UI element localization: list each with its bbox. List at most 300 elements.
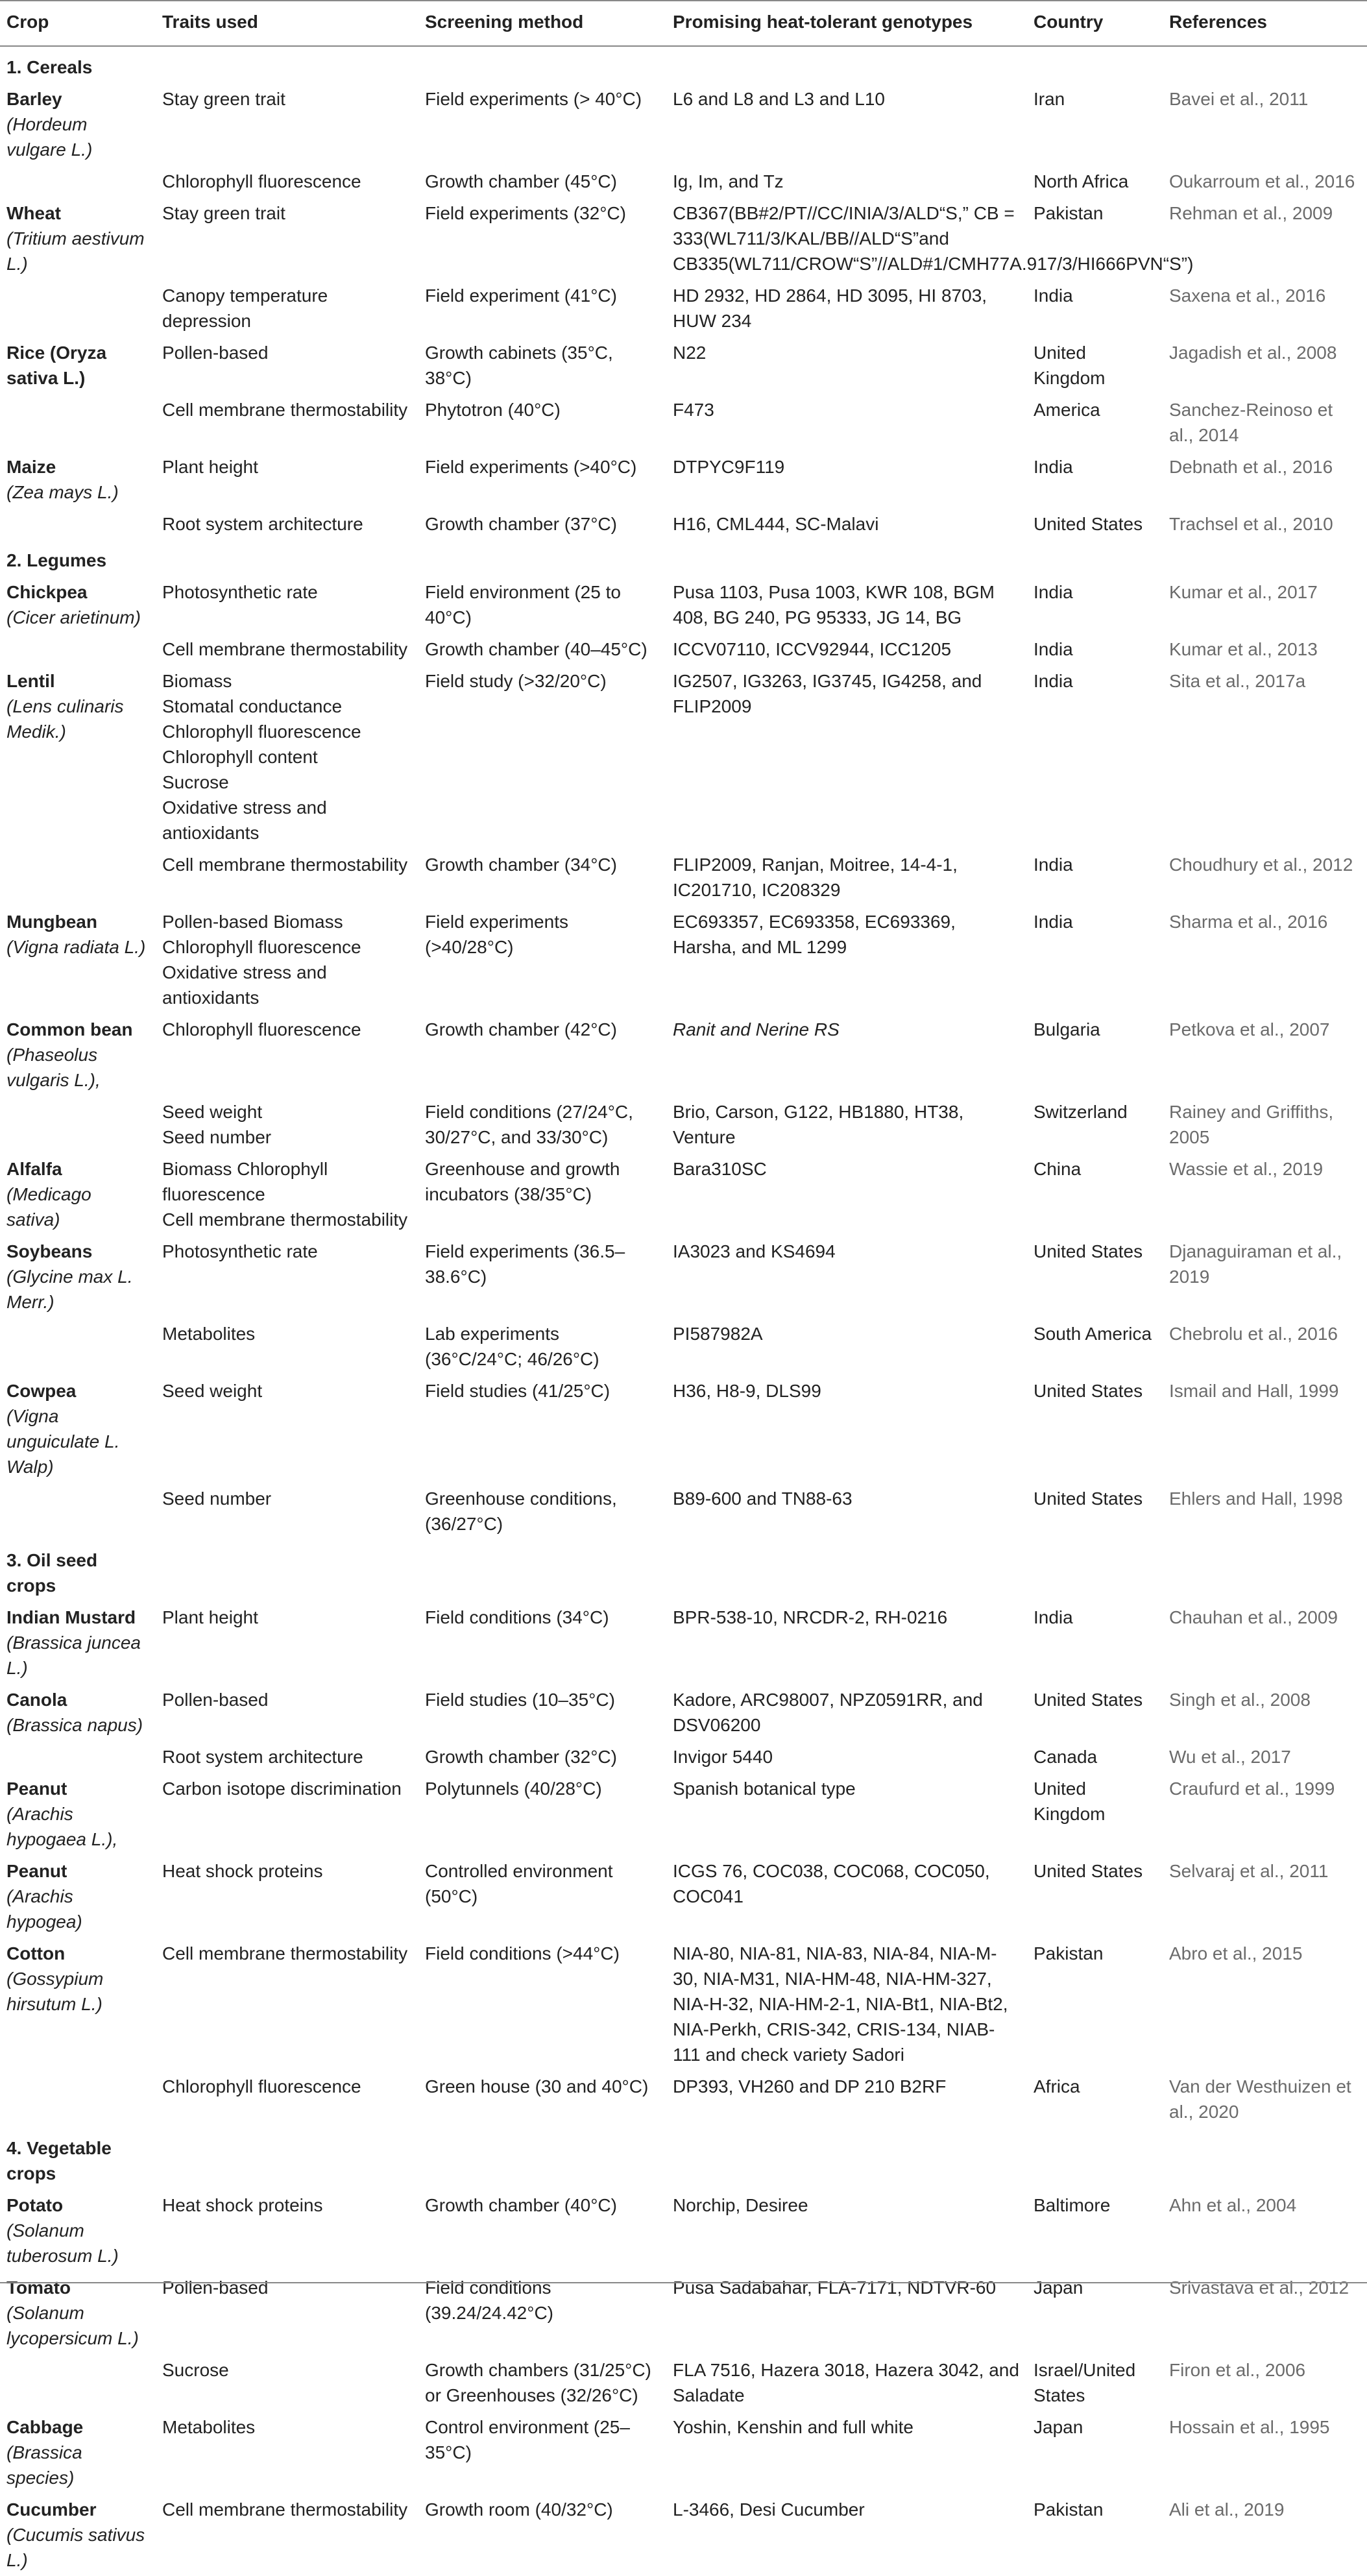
crop-cell xyxy=(0,906,156,1014)
cell-line: Carbon isotope discrimination xyxy=(162,1779,402,1799)
genotypes-cell xyxy=(666,633,1027,665)
genotypes-cell xyxy=(666,665,1027,849)
cell-line: FLIP2009, Ranjan, Moitree, 14-4-1, IC201710, IC208329 xyxy=(673,855,958,900)
crop-cell xyxy=(0,2272,156,2354)
cell-line: Brio, Carson, G122, HB1880, HT38, Venture xyxy=(673,1102,964,1147)
method-cell xyxy=(418,508,666,540)
crop-cell xyxy=(0,633,156,665)
cell-line: DP393, VH260 and DP 210 B2RF xyxy=(673,2076,947,2096)
genotypes-cell xyxy=(666,2494,1027,2576)
table-row xyxy=(0,280,1367,337)
table-row xyxy=(0,2189,1367,2272)
genotypes-cell xyxy=(666,2071,1027,2128)
cell-line: N22 xyxy=(673,343,707,363)
section-spacer xyxy=(666,2128,1027,2189)
cell-line: China xyxy=(1034,1159,1082,1179)
crop-cell xyxy=(0,1153,156,1235)
traits-cell xyxy=(156,1741,418,1773)
crop-name: Indian Mustard xyxy=(6,1607,136,1627)
table-row xyxy=(0,2354,1367,2411)
table-row xyxy=(0,1741,1367,1773)
header-method: Screening method xyxy=(418,5,666,46)
country-cell xyxy=(1027,165,1163,197)
cell-line: Chlorophyll fluorescence xyxy=(162,722,361,742)
genotypes-cell xyxy=(666,2272,1027,2354)
crop-scientific-name: (Solanum tuberosum L.) xyxy=(6,2220,119,2266)
crop-cell xyxy=(0,665,156,849)
cell-line: Field environment (25 to 40°C) xyxy=(425,582,621,627)
genotypes-cell xyxy=(666,1235,1027,1318)
cell-line: Seed weight xyxy=(162,1102,263,1122)
cell-line: Singh et al., 2008 xyxy=(1169,1690,1311,1710)
cell-line: Polytunnels (40/28°C) xyxy=(425,1779,602,1799)
section-spacer xyxy=(1163,540,1367,576)
table-row xyxy=(0,849,1367,906)
cell-line: CB367(BB#2/PT//CC/INIA/3/ALD“S,” CB = 333(WL711/3/KAL/BB//ALD“S”and CB335(WL711/CROW“S”//ALD#1/CMH77A.917/3/HI666PVN“S”) xyxy=(673,203,1194,274)
crop-name: Peanut xyxy=(6,1861,67,1881)
crop-cell xyxy=(0,2411,156,2494)
crop-cell xyxy=(0,1741,156,1773)
cell-line: Oukarroum et al., 2016 xyxy=(1169,171,1355,191)
cell-line: Chlorophyll content xyxy=(162,747,318,767)
cell-line: Trachsel et al., 2010 xyxy=(1169,514,1333,534)
traits-cell xyxy=(156,849,418,906)
cell-line: Green house (30 and 40°C) xyxy=(425,2076,649,2096)
traits-cell xyxy=(156,665,418,849)
genotypes-cell xyxy=(666,1318,1027,1375)
genotypes-cell xyxy=(666,906,1027,1014)
crop-scientific-name: (Medicago sativa) xyxy=(6,1184,91,1230)
cell-line: Cell membrane thermostability xyxy=(162,1209,408,1230)
crop-cell xyxy=(0,1773,156,1855)
country-cell xyxy=(1027,2354,1163,2411)
cell-line: Sanchez-Reinoso et al., 2014 xyxy=(1169,400,1333,445)
cell-line: Pollen-based xyxy=(162,343,269,363)
bottom-rule xyxy=(0,2282,1367,2283)
crop-scientific-name: (Brassica napus) xyxy=(6,1715,143,1735)
cell-line: Plant height xyxy=(162,1607,258,1627)
reference-cell xyxy=(1163,2071,1367,2128)
cell-line: Field experiments (36.5–38.6°C) xyxy=(425,1241,625,1287)
table-row xyxy=(0,1483,1367,1540)
traits-cell xyxy=(156,576,418,633)
crop-name: Mungbean xyxy=(6,912,97,932)
reference-cell xyxy=(1163,906,1367,1014)
reference-cell xyxy=(1163,83,1367,165)
crop-cell xyxy=(0,83,156,165)
table-row xyxy=(0,2272,1367,2354)
method-cell xyxy=(418,2494,666,2576)
cell-line: Field conditions (39.24/24.42°C) xyxy=(425,2278,553,2323)
cell-line: Cell membrane thermostability xyxy=(162,400,408,420)
method-cell xyxy=(418,1773,666,1855)
method-cell xyxy=(418,849,666,906)
crop-scientific-name: (Solanum lycopersicum L.) xyxy=(6,2303,139,2348)
cell-line: Petkova et al., 2007 xyxy=(1169,1019,1330,1039)
cell-line: Growth chambers (31/25°C) or Greenhouses (32/26°C) xyxy=(425,2360,651,2405)
cell-line: Stay green trait xyxy=(162,203,285,223)
country-cell xyxy=(1027,280,1163,337)
cell-line: Field experiment (41°C) xyxy=(425,286,617,306)
cell-line: Chlorophyll fluorescence xyxy=(162,937,361,957)
crop-scientific-name: (Vigna radiata L.) xyxy=(6,937,146,957)
cell-line: Yoshin, Kenshin and full white xyxy=(673,2417,913,2437)
genotypes-cell xyxy=(666,451,1027,508)
crop-scientific-name: (Brassica juncea L.) xyxy=(6,1633,141,1678)
crop-name: Tomato xyxy=(6,2278,71,2298)
method-cell xyxy=(418,1741,666,1773)
crop-name: Cowpea xyxy=(6,1381,77,1401)
cell-line: Saxena et al., 2016 xyxy=(1169,286,1326,306)
crop-scientific-name: (Cicer arietinum) xyxy=(6,607,141,627)
cell-line: Field conditions (27/24°C, 30/27°C, and 33/30°C) xyxy=(425,1102,633,1147)
country-cell xyxy=(1027,337,1163,394)
cell-line: Field experiments (> 40°C) xyxy=(425,89,642,109)
crop-name: Maize xyxy=(6,457,56,477)
crop-cell xyxy=(0,849,156,906)
reference-cell xyxy=(1163,1773,1367,1855)
traits-cell xyxy=(156,1773,418,1855)
section-row xyxy=(0,540,1367,576)
country-cell xyxy=(1027,1235,1163,1318)
traits-cell xyxy=(156,2189,418,2272)
cell-line: Growth cabinets (35°C, 38°C) xyxy=(425,343,613,388)
cell-line: Chebrolu et al., 2016 xyxy=(1169,1324,1338,1344)
reference-cell xyxy=(1163,1601,1367,1684)
cell-line: Debnath et al., 2016 xyxy=(1169,457,1333,477)
method-cell xyxy=(418,1318,666,1375)
cell-line: Cell membrane thermostability xyxy=(162,855,408,875)
crop-cell xyxy=(0,451,156,508)
cell-line: Greenhouse and growth incubators (38/35°C) xyxy=(425,1159,620,1204)
country-cell xyxy=(1027,1375,1163,1483)
section-spacer xyxy=(156,540,418,576)
cell-line: United States xyxy=(1034,1488,1143,1509)
header-references: References xyxy=(1163,5,1367,46)
cell-line: Field conditions (34°C) xyxy=(425,1607,609,1627)
table-row xyxy=(0,1235,1367,1318)
section-title: 2. Legumes xyxy=(6,550,107,570)
crop-cell xyxy=(0,2494,156,2576)
crop-cell xyxy=(0,1235,156,1318)
method-cell xyxy=(418,451,666,508)
section-spacer xyxy=(418,2128,666,2189)
crop-cell xyxy=(0,1375,156,1483)
cell-line: Biomass xyxy=(162,671,232,691)
cell-line: Photosynthetic rate xyxy=(162,1241,318,1261)
section-spacer xyxy=(1163,1540,1367,1601)
cell-line: United Kingdom xyxy=(1034,1779,1106,1824)
crop-cell xyxy=(0,2354,156,2411)
cell-line: Kumar et al., 2017 xyxy=(1169,582,1318,602)
cell-line: Pusa Sadabahar, FLA-7171, NDTVR-60 xyxy=(673,2278,997,2298)
crop-name: Canola xyxy=(6,1690,67,1710)
method-cell xyxy=(418,1014,666,1096)
genotypes-cell xyxy=(666,1855,1027,1938)
method-cell xyxy=(418,576,666,633)
section-spacer xyxy=(1027,540,1163,576)
country-cell xyxy=(1027,849,1163,906)
reference-cell xyxy=(1163,1375,1367,1483)
cell-line: NIA-80, NIA-81, NIA-83, NIA-84, NIA-M-30, NIA-M31, NIA-HM-48, NIA-HM-327, NIA-H-32, NIA-HM-2-1, NIA-Bt1, NIA-Bt2, NIA-Perkh, CRIS-342, CRIS-134, NIAB-111 and check variety Sadori xyxy=(673,1943,1008,2065)
table-row xyxy=(0,451,1367,508)
section-spacer xyxy=(418,46,666,83)
genotypes-cell xyxy=(666,1375,1027,1483)
method-cell xyxy=(418,1096,666,1153)
cell-line: United States xyxy=(1034,1381,1143,1401)
cell-line: Cell membrane thermostability xyxy=(162,2499,408,2520)
cell-line: B89-600 and TN88-63 xyxy=(673,1488,853,1509)
section-spacer xyxy=(666,1540,1027,1601)
reference-cell xyxy=(1163,1153,1367,1235)
cell-line: United States xyxy=(1034,1241,1143,1261)
country-cell xyxy=(1027,2411,1163,2494)
genotypes-cell xyxy=(666,849,1027,906)
cell-line: India xyxy=(1034,457,1073,477)
genotypes-cell xyxy=(666,1684,1027,1741)
cell-line: ICGS 76, COC038, COC068, COC050, COC041 xyxy=(673,1861,990,1906)
country-cell xyxy=(1027,1938,1163,2071)
table-row xyxy=(0,394,1367,451)
cell-line: Growth chamber (42°C) xyxy=(425,1019,617,1039)
table-row xyxy=(0,906,1367,1014)
cell-line: H16, CML444, SC-Malavi xyxy=(673,514,879,534)
section-spacer xyxy=(156,46,418,83)
cell-line: Jagadish et al., 2008 xyxy=(1169,343,1337,363)
method-cell xyxy=(418,1153,666,1235)
crop-cell xyxy=(0,2189,156,2272)
cell-line: United States xyxy=(1034,1690,1143,1710)
method-cell xyxy=(418,665,666,849)
country-cell xyxy=(1027,665,1163,849)
country-cell xyxy=(1027,1855,1163,1938)
cell-line: Pakistan xyxy=(1034,203,1104,223)
genotypes-cell xyxy=(666,2354,1027,2411)
cell-line: India xyxy=(1034,912,1073,932)
cell-line: America xyxy=(1034,400,1100,420)
traits-cell xyxy=(156,451,418,508)
crop-cell xyxy=(0,1096,156,1153)
cell-line: Kadore, ARC98007, NPZ0591RR, and DSV06200 xyxy=(673,1690,983,1735)
country-cell xyxy=(1027,576,1163,633)
cell-line: Heat shock proteins xyxy=(162,2195,323,2215)
genotypes-cell xyxy=(666,1741,1027,1773)
genotypes-cell xyxy=(666,2411,1027,2494)
header-genotypes: Promising heat-tolerant genotypes xyxy=(666,5,1027,46)
section-spacer xyxy=(1163,2128,1367,2189)
table-row xyxy=(0,508,1367,540)
crop-scientific-name: (Hordeum vulgare L.) xyxy=(6,114,93,160)
traits-cell xyxy=(156,906,418,1014)
method-cell xyxy=(418,1684,666,1741)
cell-line: Field experiments (>40/28°C) xyxy=(425,912,568,957)
table-row xyxy=(0,83,1367,165)
reference-cell xyxy=(1163,1235,1367,1318)
table-row xyxy=(0,197,1367,280)
cell-line: Greenhouse conditions, (36/27°C) xyxy=(425,1488,617,1534)
cell-line: Canada xyxy=(1034,1747,1098,1767)
country-cell xyxy=(1027,1741,1163,1773)
cell-line: Wassie et al., 2019 xyxy=(1169,1159,1324,1179)
cell-line: India xyxy=(1034,582,1073,602)
cell-line: Cell membrane thermostability xyxy=(162,1943,408,1963)
genotypes-cell xyxy=(666,1938,1027,2071)
cell-line: Field conditions (>44°C) xyxy=(425,1943,620,1963)
country-cell xyxy=(1027,1014,1163,1096)
country-cell xyxy=(1027,2494,1163,2576)
method-cell xyxy=(418,906,666,1014)
method-cell xyxy=(418,1235,666,1318)
cell-line: India xyxy=(1034,855,1073,875)
country-cell xyxy=(1027,1153,1163,1235)
reference-cell xyxy=(1163,1318,1367,1375)
crop-name: Barley xyxy=(6,89,62,109)
crop-scientific-name: (Phaseolus vulgaris L.), xyxy=(6,1045,101,1090)
crop-cell xyxy=(0,1601,156,1684)
cell-line: Chauhan et al., 2009 xyxy=(1169,1607,1338,1627)
cell-line: Van der Westhuizen et al., 2020 xyxy=(1169,2076,1351,2122)
reference-cell xyxy=(1163,1741,1367,1773)
cell-line: Heat shock proteins xyxy=(162,1861,323,1881)
cell-line: Sharma et al., 2016 xyxy=(1169,912,1328,932)
country-cell xyxy=(1027,906,1163,1014)
method-cell xyxy=(418,2189,666,2272)
table-row xyxy=(0,576,1367,633)
cell-line: L6 and L8 and L3 and L10 xyxy=(673,89,885,109)
cell-line: Growth chamber (45°C) xyxy=(425,171,617,191)
traits-cell xyxy=(156,2272,418,2354)
traits-cell xyxy=(156,1096,418,1153)
cell-line: Japan xyxy=(1034,2417,1083,2437)
cell-line: Cell membrane thermostability xyxy=(162,639,408,659)
section-spacer xyxy=(1163,46,1367,83)
cell-line: Growth chamber (37°C) xyxy=(425,514,617,534)
genotypes-cell xyxy=(666,1601,1027,1684)
cell-line: Seed number xyxy=(162,1127,272,1147)
crop-scientific-name: (Arachis hypogea) xyxy=(6,1886,82,1932)
method-cell xyxy=(418,197,666,280)
cell-line: Abro et al., 2015 xyxy=(1169,1943,1303,1963)
crop-name: Wheat xyxy=(6,203,61,223)
method-cell xyxy=(418,1483,666,1540)
traits-cell xyxy=(156,394,418,451)
table-row xyxy=(0,1684,1367,1741)
crop-cell xyxy=(0,1014,156,1096)
section-spacer xyxy=(666,46,1027,83)
reference-cell xyxy=(1163,1938,1367,2071)
cell-line: Oxidative stress and antioxidants xyxy=(162,962,327,1008)
reference-cell xyxy=(1163,665,1367,849)
crop-name: Peanut xyxy=(6,1779,67,1799)
cell-line: Baltimore xyxy=(1034,2195,1111,2215)
cell-line: Field study (>32/20°C) xyxy=(425,671,607,691)
method-cell xyxy=(418,165,666,197)
cell-line: IG2507, IG3263, IG3745, IG4258, and FLIP2009 xyxy=(673,671,982,716)
heat-tolerance-table xyxy=(0,5,1367,2576)
genotypes-cell xyxy=(666,1096,1027,1153)
table-row xyxy=(0,337,1367,394)
section-row xyxy=(0,1540,1367,1601)
cell-line: Hossain et al., 1995 xyxy=(1169,2417,1330,2437)
genotypes-cell xyxy=(666,2189,1027,2272)
method-cell xyxy=(418,280,666,337)
section-spacer xyxy=(666,540,1027,576)
cell-line: India xyxy=(1034,671,1073,691)
cell-line: Biomass Chlorophyll fluorescence xyxy=(162,1159,328,1204)
cell-line: Controlled environment (50°C) xyxy=(425,1861,613,1906)
traits-cell xyxy=(156,165,418,197)
table-row xyxy=(0,2411,1367,2494)
table-row xyxy=(0,2494,1367,2576)
section-spacer xyxy=(1027,2128,1163,2189)
crop-cell xyxy=(0,1938,156,2071)
traits-cell xyxy=(156,2494,418,2576)
cell-line: Growth chamber (32°C) xyxy=(425,1747,617,1767)
reference-cell xyxy=(1163,2272,1367,2354)
method-cell xyxy=(418,337,666,394)
cell-line: Kumar et al., 2013 xyxy=(1169,639,1318,659)
cell-line: ICCV07110, ICCV92944, ICC1205 xyxy=(673,639,952,659)
cell-line: Ig, Im, and Tz xyxy=(673,171,784,191)
crop-cell xyxy=(0,1318,156,1375)
section-title: 1. Cereals xyxy=(6,57,93,77)
reference-cell xyxy=(1163,2189,1367,2272)
method-cell xyxy=(418,2354,666,2411)
cell-line: Plant height xyxy=(162,457,258,477)
country-cell xyxy=(1027,83,1163,165)
cell-line: Field experiments (>40°C) xyxy=(425,457,637,477)
reference-cell xyxy=(1163,576,1367,633)
section-spacer xyxy=(156,2128,418,2189)
table-row xyxy=(0,1153,1367,1235)
genotypes-cell xyxy=(666,83,1027,165)
reference-cell xyxy=(1163,1684,1367,1741)
cell-line: Root system architecture xyxy=(162,514,363,534)
table-row xyxy=(0,1375,1367,1483)
traits-cell xyxy=(156,337,418,394)
table-row xyxy=(0,1601,1367,1684)
cell-line: Pollen-based xyxy=(162,1690,269,1710)
traits-cell xyxy=(156,83,418,165)
method-cell xyxy=(418,2411,666,2494)
cell-line: Iran xyxy=(1034,89,1065,109)
genotypes-cell xyxy=(666,1153,1027,1235)
cell-line: Craufurd et al., 1999 xyxy=(1169,1779,1335,1799)
method-cell xyxy=(418,633,666,665)
cell-line: Photosynthetic rate xyxy=(162,582,318,602)
traits-cell xyxy=(156,1684,418,1741)
crop-scientific-name: (Zea mays L.) xyxy=(6,482,119,502)
genotypes-cell xyxy=(666,1483,1027,1540)
crop-cell xyxy=(0,576,156,633)
cell-line: Pakistan xyxy=(1034,1943,1104,1963)
cell-line: Sucrose xyxy=(162,772,229,792)
crop-scientific-name: (Tritium aestivum L.) xyxy=(6,228,145,274)
table-row xyxy=(0,165,1367,197)
traits-cell xyxy=(156,2354,418,2411)
crop-name: Cabbage xyxy=(6,2417,84,2437)
method-cell xyxy=(418,1855,666,1938)
top-rule xyxy=(0,0,1367,1)
table-row xyxy=(0,1014,1367,1096)
country-cell xyxy=(1027,2071,1163,2128)
header-crop: Crop xyxy=(0,5,156,46)
reference-cell xyxy=(1163,633,1367,665)
cell-line: Field experiments (32°C) xyxy=(425,203,626,223)
crop-cell xyxy=(0,1684,156,1741)
cell-line: Growth chamber (34°C) xyxy=(425,855,617,875)
crop-cell xyxy=(0,1855,156,1938)
